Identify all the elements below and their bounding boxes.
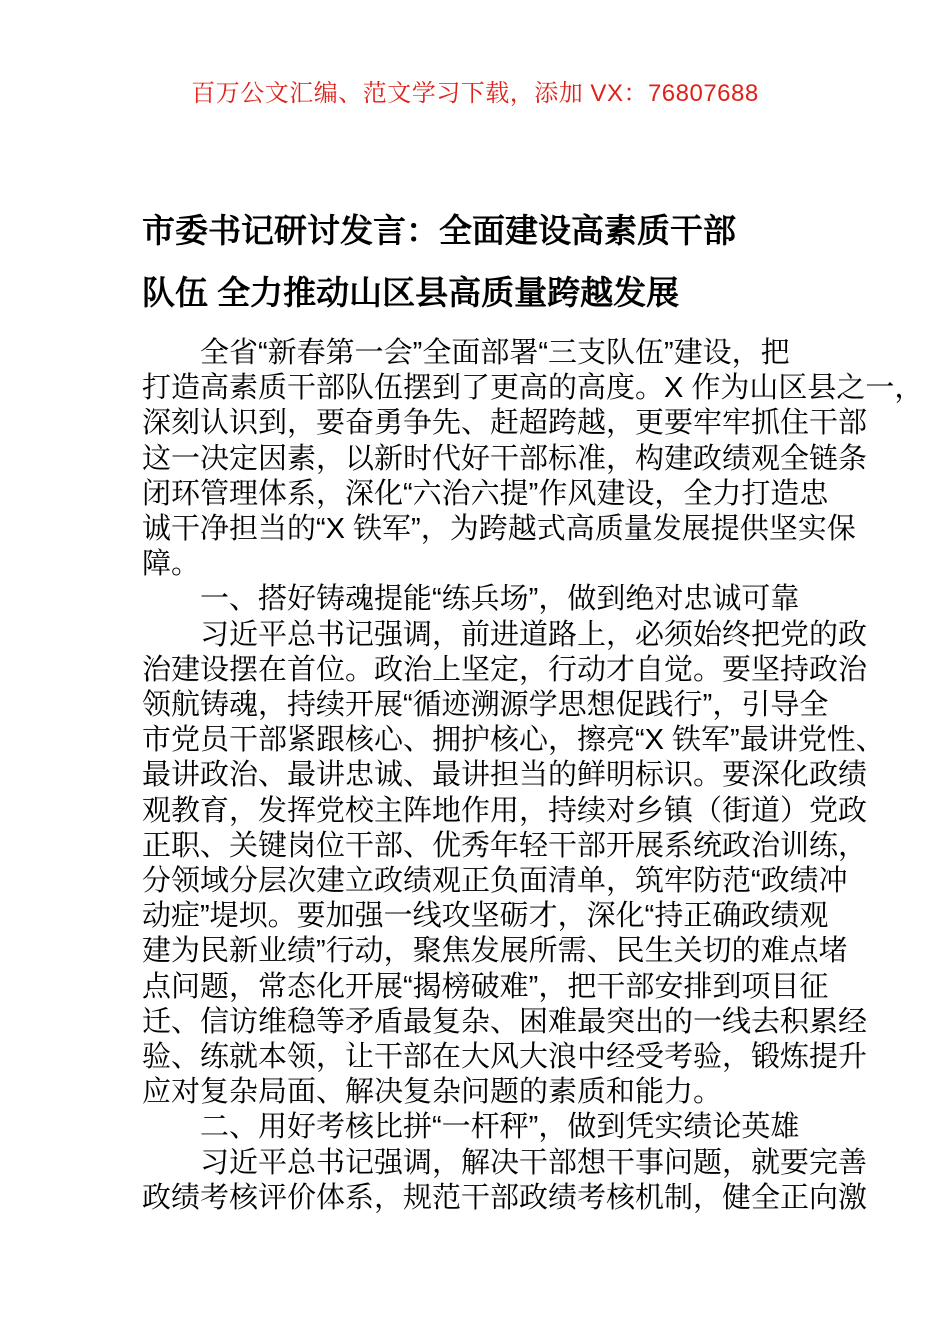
title-line-2: 队伍 全力推动山区县高质量跨越发展: [142, 274, 680, 312]
paragraph-line: 障。: [142, 548, 201, 581]
section-one-heading: [142, 582, 820, 617]
promo-banner-text: 百万公文汇编、范文学习下载，添加 VX：76807688: [191, 80, 759, 107]
page-title: [142, 200, 818, 324]
section-two-heading: [142, 1110, 820, 1145]
paragraph-line: [142, 336, 820, 371]
paragraph-line: 点问题，常态化开展“揭榜破难”，把干部安排到项目征: [142, 970, 829, 1003]
paragraph-line: 打造高素质干部队伍摆到了更高的高度。X 作为山区县之一，: [142, 372, 924, 405]
paragraph-line: 深刻认识到，要奋勇争先、赶超跨越，更要牢牢抓住干部: [142, 407, 868, 440]
intro-paragraph: [142, 336, 924, 582]
section-one-paragraph: [142, 618, 885, 1111]
paragraph-line: 应对复杂局面、解决复杂问题的素质和能力。: [142, 1076, 723, 1109]
paragraph-line: 建为民新业绩”行动，聚焦发展所需、民生关切的难点堵: [142, 935, 848, 968]
paragraph-line: 这一决定因素，以新时代好干部标准，构建政绩观全链条: [142, 442, 868, 475]
paragraph-line: 领航铸魂，持续开展“循迹溯源学思想促践行”，引导全: [142, 689, 829, 722]
paragraph-line: 观教育，发挥党校主阵地作用，持续对乡镇（街道）党政: [142, 794, 868, 827]
paragraph-line: 最讲政治、最讲忠诚、最讲担当的鲜明标识。要深化政绩: [142, 759, 868, 792]
paragraph-line: [142, 618, 868, 653]
document-body: [142, 336, 924, 1216]
paragraph-line: [142, 1146, 868, 1181]
paragraph-line: 市党员干部紧跟核心、拥护核心，擦亮“X 铁军”最讲党性、: [142, 724, 885, 757]
paragraph-line: 闭环管理体系，深化“六治六提”作风建设，全力打造忠: [142, 477, 829, 510]
paragraph-line: 分领域分层次建立政绩观正负面清单，筑牢防范“政绩冲: [142, 865, 848, 898]
paragraph-line: [142, 582, 820, 617]
title-line-1: 市委书记研讨发言：全面建设高素质干部: [142, 212, 736, 250]
paragraph-line: 验、练就本领，让干部在大风大浪中经受考验，锻炼提升: [142, 1041, 868, 1074]
line-text: 习近平总书记强调，解决干部想干事问题，就要完善: [200, 1146, 868, 1179]
line-text: 全省“新春第一会”全面部署“三支队伍”建设，把: [200, 337, 790, 369]
section-two-paragraph: [142, 1146, 868, 1216]
line-text: 一、搭好铸魂提能“练兵场”，做到绝对忠诚可靠: [200, 583, 800, 616]
paragraph-line: 迁、信访维稳等矛盾最复杂、困难最突出的一线去积累经: [142, 1005, 868, 1038]
paragraph-line: 治建设摆在首位。政治上坚定，行动才自觉。要坚持政治: [142, 653, 868, 686]
line-text: 习近平总书记强调，前进道路上，必须始终把党的政: [200, 618, 868, 651]
line-text: 二、用好考核比拼“一杆秤”，做到凭实绩论英雄: [200, 1111, 800, 1144]
paragraph-line: 政绩考核评价体系，规范干部政绩考核机制，健全正向激: [142, 1181, 868, 1214]
paragraph-line: 诚干净担当的“X 铁军”，为跨越式高质量发展提供坚实保: [142, 513, 856, 546]
paragraph-line: 正职、关键岗位干部、优秀年轻干部开展系统政治训练，: [142, 829, 868, 862]
paragraph-line: 动症”堤坝。要加强一线攻坚砺才，深化“持正确政绩观: [142, 900, 829, 933]
paragraph-line: [142, 1110, 820, 1145]
